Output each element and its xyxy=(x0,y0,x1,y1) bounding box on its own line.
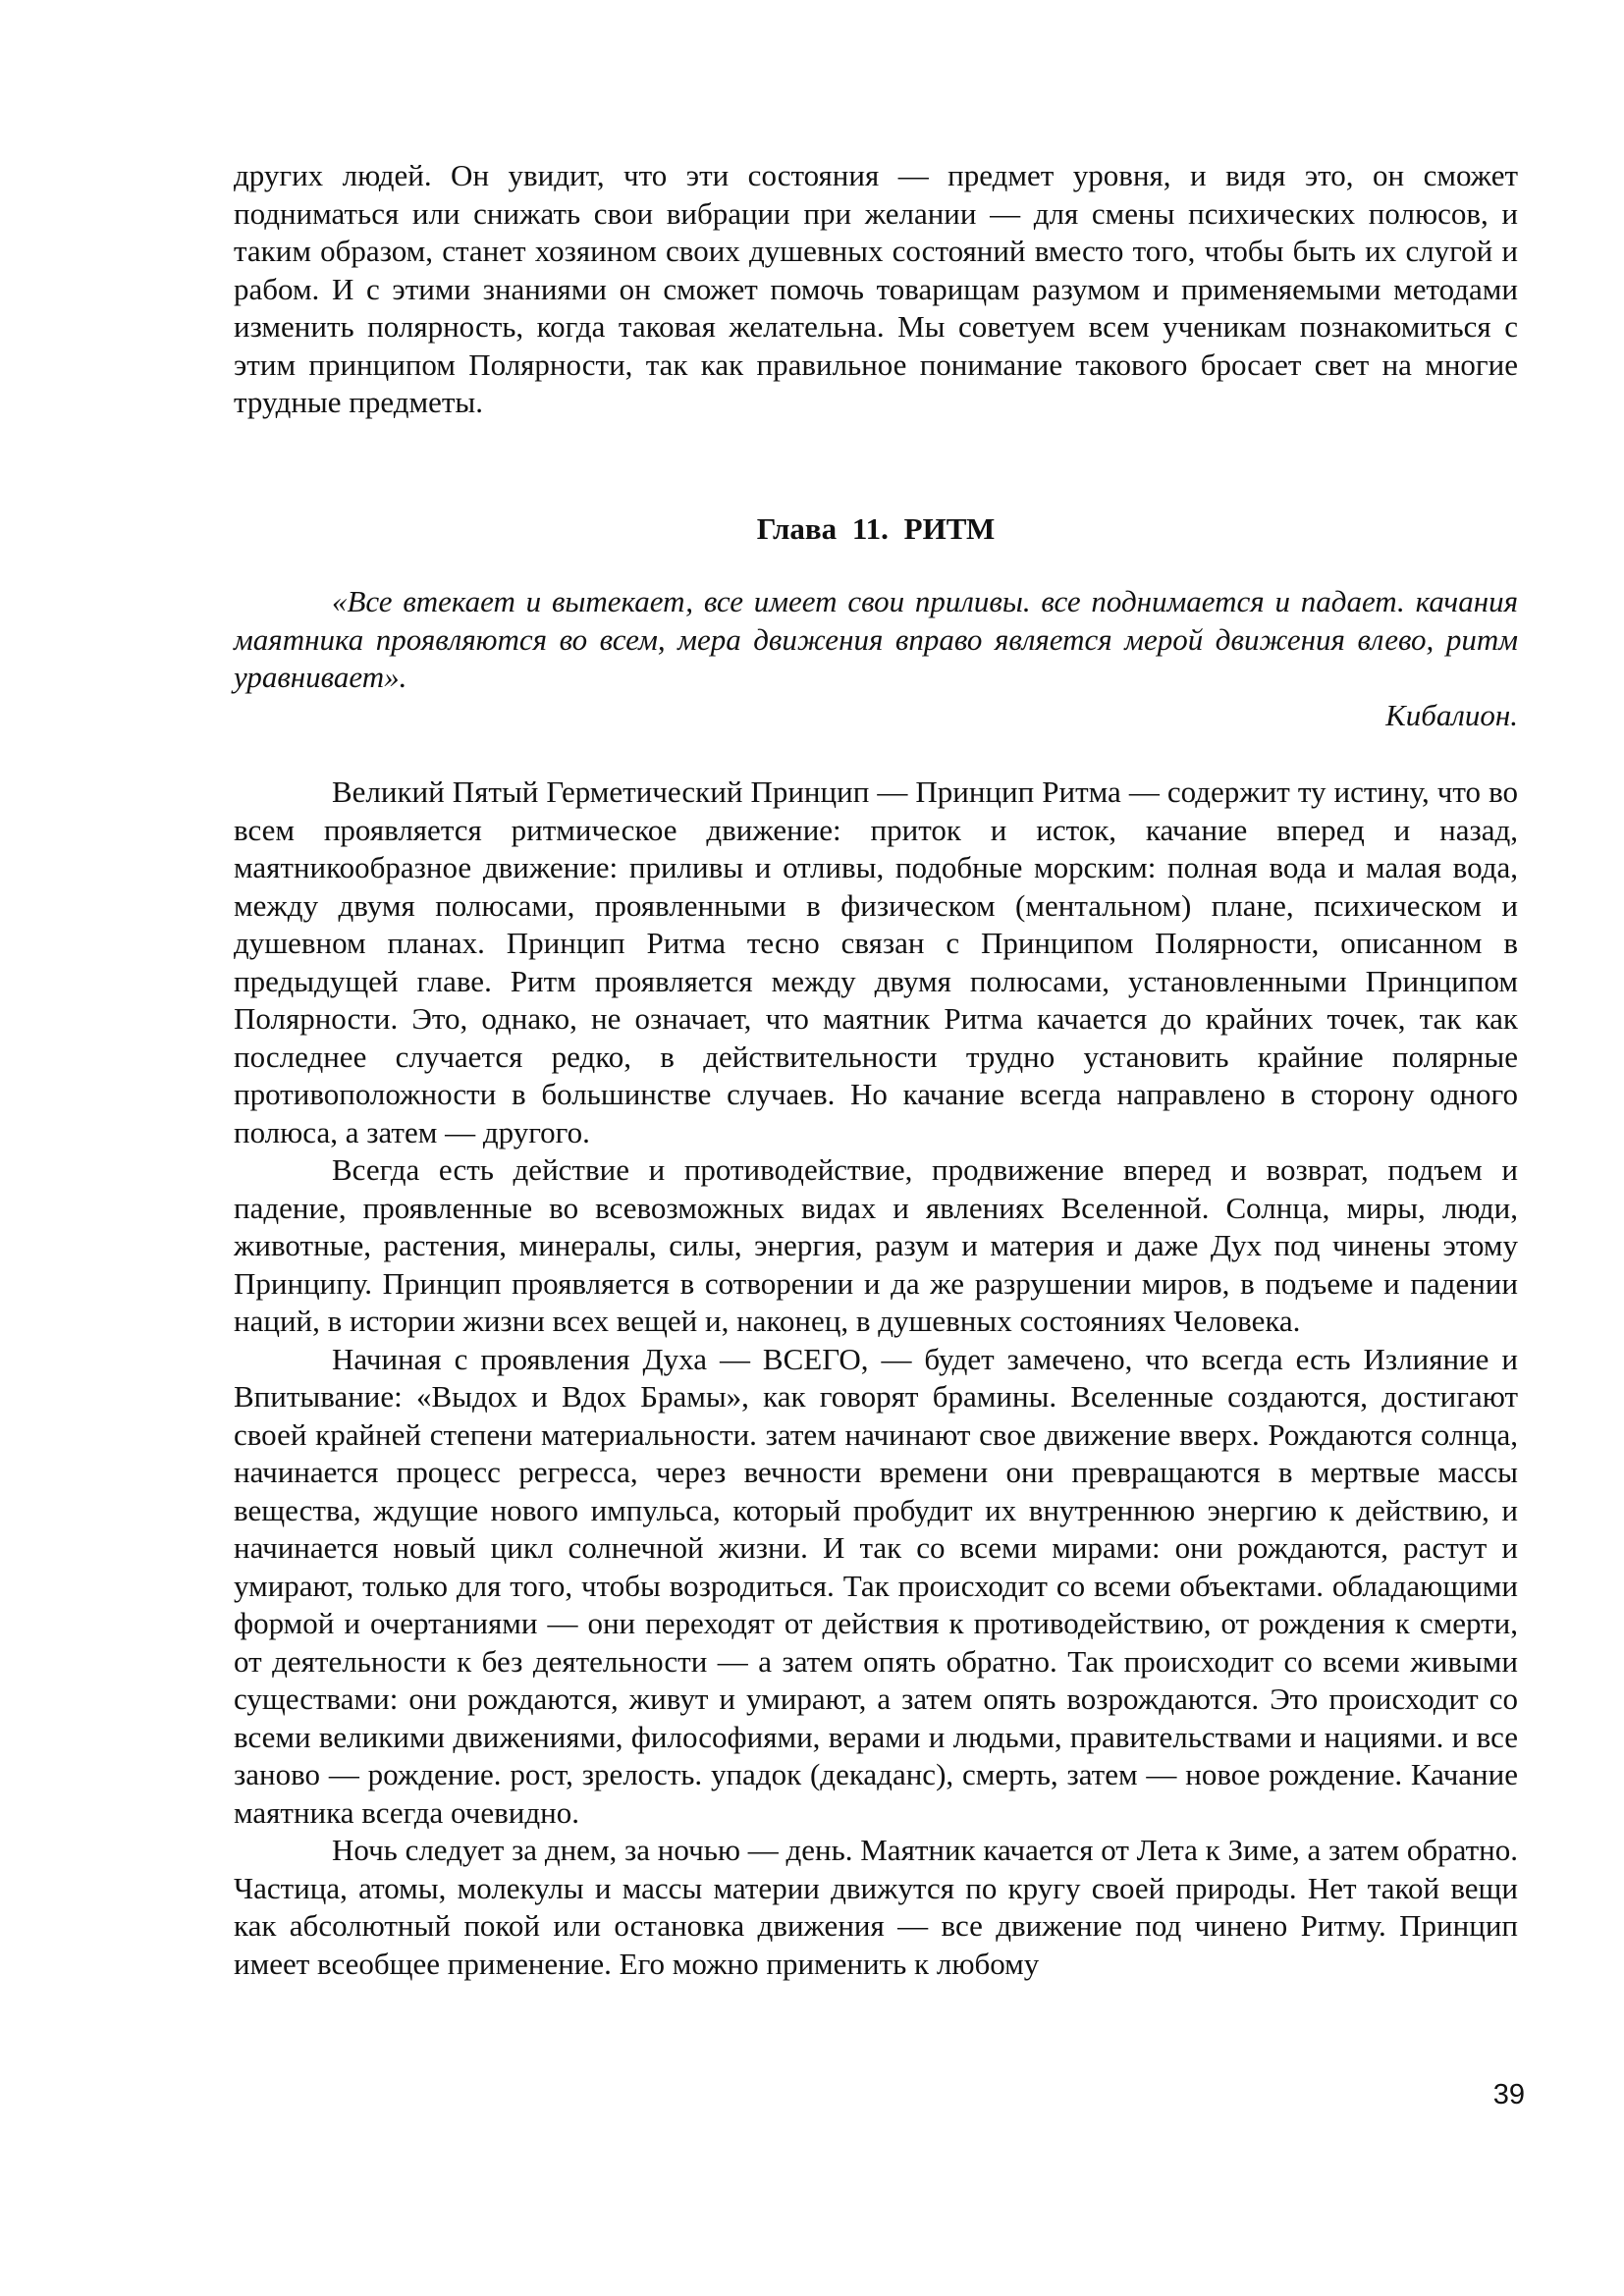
page-number: 39 xyxy=(1492,2079,1525,2110)
body-paragraph: Ночь следует за днем, за ночью — день. Маятник качается от Лета к Зиме, а затем обратно. Частица, атомы, молекулы и массы материи движутся по кругу своей природы. Нет такой вещи как абсолютный покой или остановка движения — все движение под чинено Ритму. Принцип имеет всеобщее применение. Его можно применить к любому xyxy=(234,1833,1518,1981)
chapter-title: Глава 11. РИТМ xyxy=(756,510,996,546)
body-paragraph: Начиная с проявления Духа — ВСЕГО, — будет замечено, что всегда есть Излияние и Впитывание: «Выдох и Вдох Брамы», как говорят брамины. Вселенные создаются, достигают своей крайней степени материальности. затем начинают свое движение вверх. Рождаются солнца, начинается процесс регресса, через вечности времени они превращаются в мертвые массы вещества, ждущие нового импульса, который пробудит их внутреннюю энергию к действию, и начинается новый цикл солнечной жизни. И так со всеми мирами: они рождаются, растут и умирают, только для того, чтобы возродиться. Так происходит со всеми объектами. обладающими формой и очертаниями — они переходят от действия к противодействию, от рождения к смерти, от деятельности к без деятельности — а затем опять обратно. Так происходит со всеми живыми существами: они рождаются, живут и умирают, а затем опять возрождаются. Это происходит со всеми великими движениями, философиями, верами и людьми, правительствами и нациями. и все заново — рождение. рост, зрелость. упадок (декаданс), смерть, затем — новое рождение. Качание маятника всегда очевидно. xyxy=(234,1341,1518,1830)
intro-paragraph: других людей. Он увидит, что эти состояния — предмет уровня, и видя это, он сможет подниматься или снижать свои вибрации при желании — для смены психических полюсов, и таким образом, станет хозяином своих душевных состояний вместо того, чтобы быть их слугой и рабом. И с этими знаниями он сможет помочь товарищам разумом и применяемыми методами изменить полярность, когда таковая желательна. Мы советуем всем ученикам познакомиться с этим принципом Полярности, так как правильное понимание такового бросает свет на многие трудные предметы. xyxy=(234,158,1518,419)
page-body xyxy=(234,157,1518,1983)
body-paragraph: Великий Пятый Герметический Принцип — Принцип Ритма — содержит ту истину, что во всем проявляется ритмическое движение: приток и исток, качание вперед и назад, маятникообразное движение: приливы и отливы, подобные морским: полная вода и малая вода, между двумя полюсами, проявленными в физическом (ментальном) плане, психическом и душевном планах. Принцип Ритма тесно связан с Принципом Полярности, описанном в предыдущей главе. Ритм проявляется между двумя полюсами, установленными Принципом Полярности. Это, однако, не означает, что маятник Ритма качается до крайних точек, так как последнее случается редко, в действительности трудно установить крайние полярные противоположности в большинстве случаев. Но качание всегда направлено в сторону одного полюса, а затем — другого. xyxy=(234,774,1518,1149)
epigraph: «Все втекает и вытекает, все имеет свои приливы. все поднимается и падает. качания маятника проявляются во всем, мера движения вправо является мерой движения влево, ритм уравнивает». xyxy=(234,584,1518,694)
body-paragraph: Всегда есть действие и противодействие, продвижение вперед и возврат, подъем и падение, проявленные во всевозможных видах и явлениях Вселенной. Солнца, миры, люди, животные, растения, минералы, силы, энергия, разум и материя и даже Дух под чинены этому Принципу. Принцип проявляется в сотворении и да же разрушении миров, в подъеме и падении наций, в истории жизни всех вещей и, наконец, в душевных состояниях Человека. xyxy=(234,1152,1518,1338)
epigraph-source: Кибалион. xyxy=(1385,697,1518,732)
section-spacer xyxy=(234,734,1518,774)
